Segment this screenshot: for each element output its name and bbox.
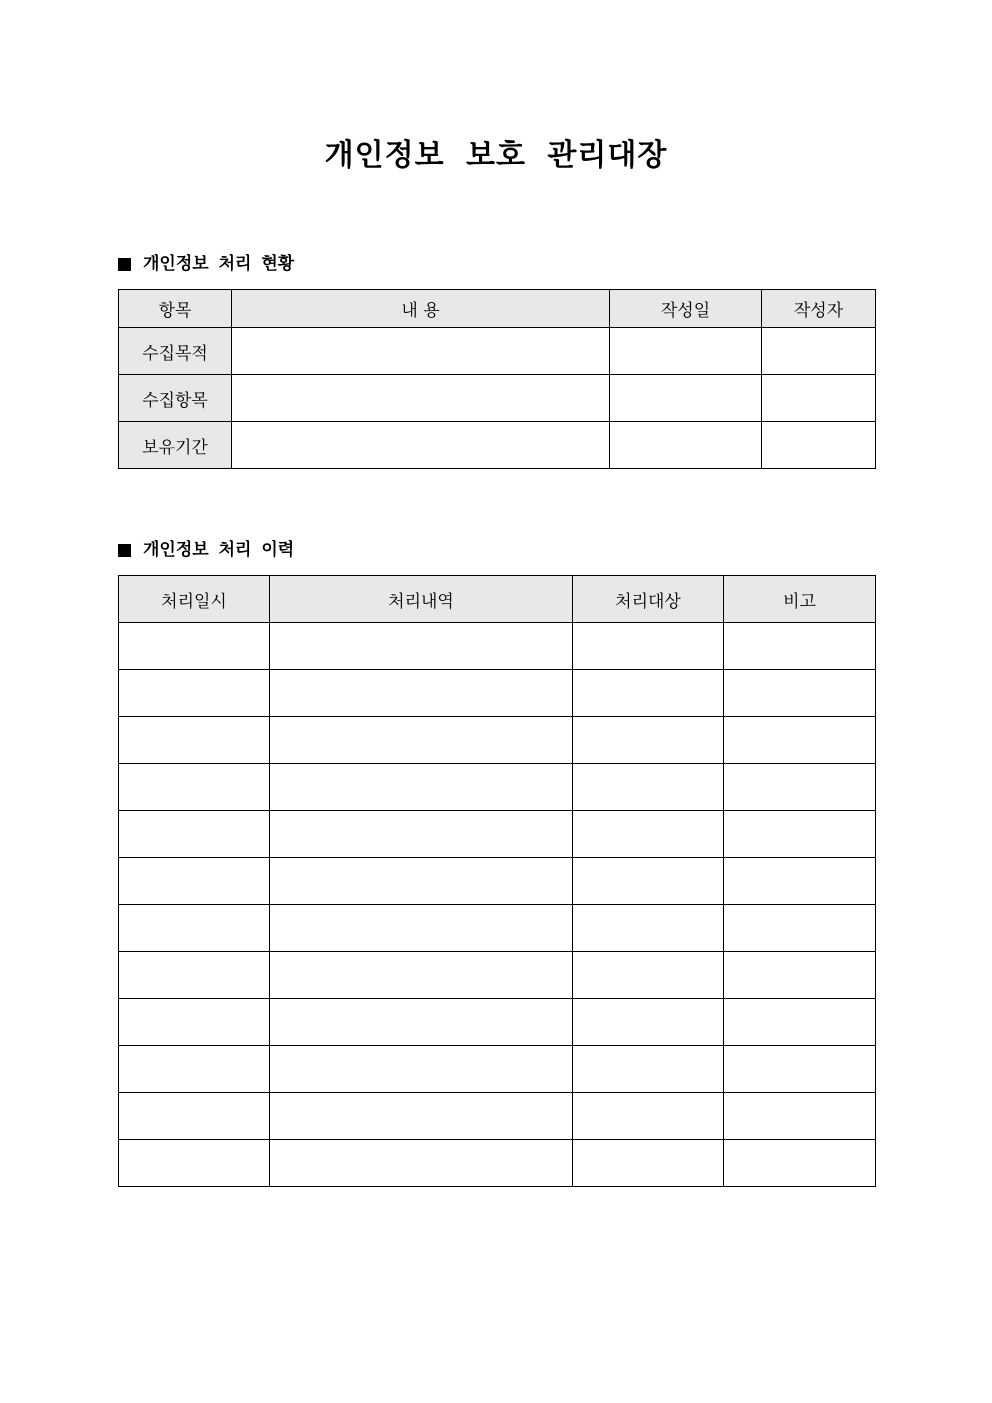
datetime-cell[interactable] xyxy=(119,952,270,999)
status-table xyxy=(118,289,876,469)
column-header-date: 작성일 xyxy=(610,290,762,328)
column-header-datetime: 처리일시 xyxy=(119,576,270,623)
column-header-target: 처리대상 xyxy=(573,576,724,623)
details-cell[interactable] xyxy=(270,717,573,764)
table-row xyxy=(119,858,876,905)
content-cell[interactable] xyxy=(232,328,610,375)
date-cell[interactable] xyxy=(610,422,762,469)
row-label-purpose: 수집목적 xyxy=(119,328,232,375)
status-table-header-row xyxy=(119,290,876,328)
details-cell[interactable] xyxy=(270,811,573,858)
table-row xyxy=(119,623,876,670)
section-heading-status xyxy=(118,252,294,276)
datetime-cell[interactable] xyxy=(119,858,270,905)
author-cell[interactable] xyxy=(762,422,876,469)
column-header-author: 작성자 xyxy=(762,290,876,328)
target-cell[interactable] xyxy=(573,717,724,764)
details-cell[interactable] xyxy=(270,623,573,670)
target-cell[interactable] xyxy=(573,905,724,952)
row-label-retention: 보유기간 xyxy=(119,422,232,469)
history-table xyxy=(118,575,876,1187)
square-bullet-icon xyxy=(118,258,131,271)
table-row xyxy=(119,375,876,422)
column-header-remarks: 비고 xyxy=(724,576,876,623)
date-cell[interactable] xyxy=(610,328,762,375)
remarks-cell[interactable] xyxy=(724,858,876,905)
details-cell[interactable] xyxy=(270,764,573,811)
datetime-cell[interactable] xyxy=(119,1140,270,1187)
remarks-cell[interactable] xyxy=(724,717,876,764)
details-cell[interactable] xyxy=(270,905,573,952)
target-cell[interactable] xyxy=(573,811,724,858)
column-header-content: 내 용 xyxy=(232,290,610,328)
datetime-cell[interactable] xyxy=(119,999,270,1046)
history-table-header-row xyxy=(119,576,876,623)
author-cell[interactable] xyxy=(762,328,876,375)
remarks-cell[interactable] xyxy=(724,1046,876,1093)
details-cell[interactable] xyxy=(270,670,573,717)
table-row xyxy=(119,1140,876,1187)
table-row xyxy=(119,1093,876,1140)
table-row xyxy=(119,952,876,999)
remarks-cell[interactable] xyxy=(724,1093,876,1140)
datetime-cell[interactable] xyxy=(119,905,270,952)
target-cell[interactable] xyxy=(573,764,724,811)
details-cell[interactable] xyxy=(270,1093,573,1140)
content-cell[interactable] xyxy=(232,422,610,469)
table-row xyxy=(119,811,876,858)
page-title: 개인정보 보호 관리대장 xyxy=(324,138,668,173)
remarks-cell[interactable] xyxy=(724,905,876,952)
remarks-cell[interactable] xyxy=(724,764,876,811)
target-cell[interactable] xyxy=(573,1093,724,1140)
remarks-cell[interactable] xyxy=(724,952,876,999)
remarks-cell[interactable] xyxy=(724,811,876,858)
target-cell[interactable] xyxy=(573,999,724,1046)
details-cell[interactable] xyxy=(270,858,573,905)
table-row xyxy=(119,717,876,764)
target-cell[interactable] xyxy=(573,952,724,999)
details-cell[interactable] xyxy=(270,952,573,999)
target-cell[interactable] xyxy=(573,1046,724,1093)
table-row xyxy=(119,999,876,1046)
target-cell[interactable] xyxy=(573,1140,724,1187)
table-row xyxy=(119,1046,876,1093)
target-cell[interactable] xyxy=(573,670,724,717)
table-row xyxy=(119,764,876,811)
remarks-cell[interactable] xyxy=(724,1140,876,1187)
details-cell[interactable] xyxy=(270,999,573,1046)
target-cell[interactable] xyxy=(573,858,724,905)
datetime-cell[interactable] xyxy=(119,1093,270,1140)
column-header-item: 항목 xyxy=(119,290,232,328)
column-header-details: 처리내역 xyxy=(270,576,573,623)
table-row xyxy=(119,328,876,375)
remarks-cell[interactable] xyxy=(724,670,876,717)
datetime-cell[interactable] xyxy=(119,811,270,858)
history-table-body xyxy=(119,623,876,1187)
table-row xyxy=(119,905,876,952)
remarks-cell[interactable] xyxy=(724,623,876,670)
table-row xyxy=(119,422,876,469)
datetime-cell[interactable] xyxy=(119,623,270,670)
row-label-items: 수집항목 xyxy=(119,375,232,422)
details-cell[interactable] xyxy=(270,1046,573,1093)
remarks-cell[interactable] xyxy=(724,999,876,1046)
datetime-cell[interactable] xyxy=(119,670,270,717)
section-heading-history-text: 개인정보 처리 이력 xyxy=(143,540,295,560)
section-heading-history xyxy=(118,538,294,562)
datetime-cell[interactable] xyxy=(119,1046,270,1093)
details-cell[interactable] xyxy=(270,1140,573,1187)
author-cell[interactable] xyxy=(762,375,876,422)
datetime-cell[interactable] xyxy=(119,764,270,811)
target-cell[interactable] xyxy=(573,623,724,670)
section-heading-status-text: 개인정보 처리 현황 xyxy=(143,254,295,274)
datetime-cell[interactable] xyxy=(119,717,270,764)
content-cell[interactable] xyxy=(232,375,610,422)
square-bullet-icon xyxy=(118,544,131,557)
date-cell[interactable] xyxy=(610,375,762,422)
table-row xyxy=(119,670,876,717)
